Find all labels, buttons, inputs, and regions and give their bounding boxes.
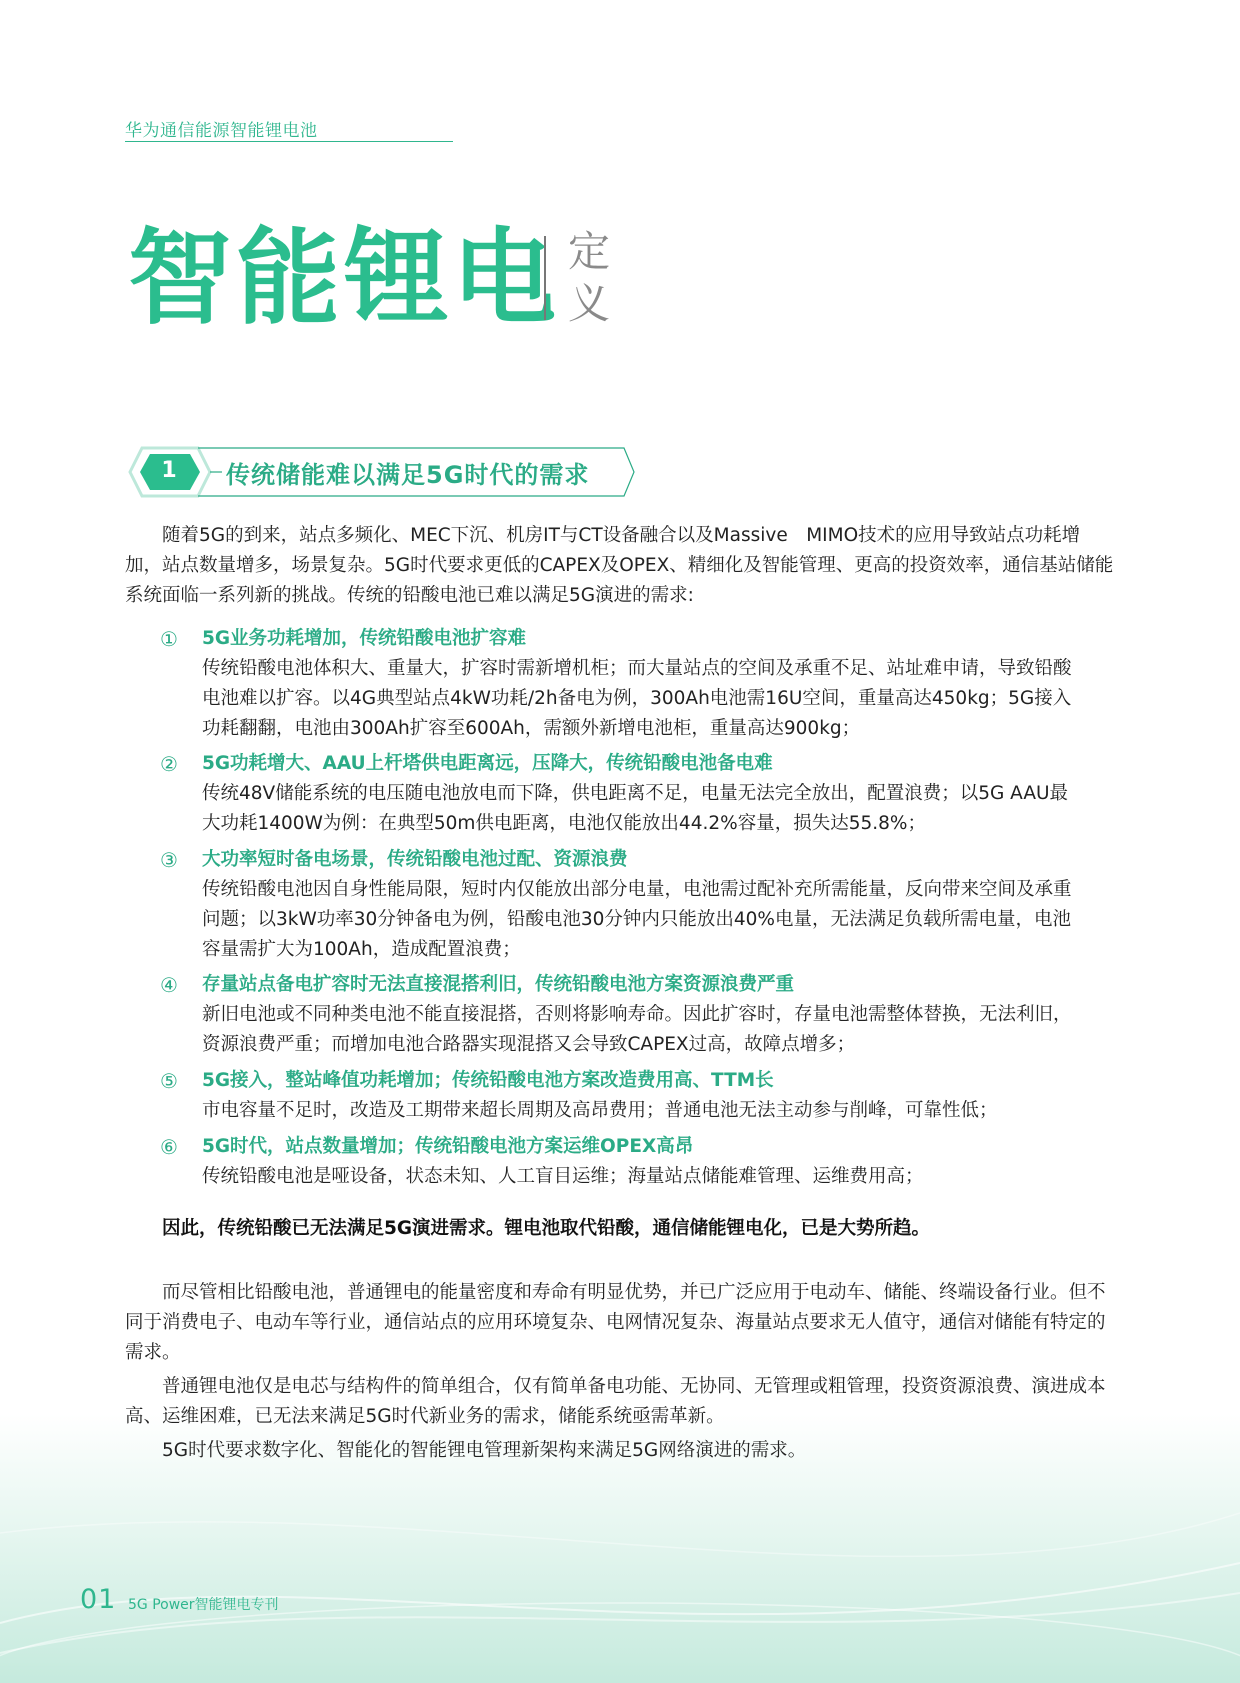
item-number: ② — [160, 752, 178, 776]
page-number: 01 — [80, 1584, 117, 1615]
body-paragraph: 而尽管相比铅酸电池，普通锂电的能量密度和寿命有明显优势，并已广泛应用于电动车、储能、终端设备行业。但不同于消费电子、电动车等行业，通信站点的应用环境复杂、电网情况复杂、海量站点要求无人值守，通信对储能有特定的需求。 — [125, 1282, 1106, 1363]
item-body: 传统48V储能系统的电压随电池放电而下降，供电距离不足，电量无法完全放出，配置浪费；以5G AAU最大功耗1400W为例：在典型50m供电距离，电池仅能放出44.2%容量，损失达55.8%； — [202, 783, 1069, 834]
item-title: 存量站点备电扩容时无法直接混搭利旧，传统铅酸电池方案资源浪费严重 — [202, 974, 795, 995]
list-item — [160, 749, 1090, 839]
item-body: 传统铅酸电池因自身性能局限，短时内仅能放出部分电量，电池需过配补充所需能量，反向带来空间及承重问题；以3kW功率30分钟备电为例，铅酸电池30分钟内只能放出40%电量，无法满足负载所需电量，电池容量需扩大为100Ah，造成配置浪费； — [202, 879, 1072, 960]
body-paragraph: 5G时代要求数字化、智能化的智能锂电管理新架构来满足5G网络演进的需求。 — [162, 1440, 807, 1461]
item-body: 传统铅酸电池体积大、重量大，扩容时需新增机柜；而大量站点的空间及承重不足、站址难申请，导致铅酸电池难以扩容。以4G典型站点4kW功耗/2h备电为例，300Ah电池需16U空间，重量高达450kg；5G接入功耗翻翻，电池由300Ah扩容至600Ah，需额外新增电池柜，重量高达900kg； — [202, 658, 1072, 739]
item-body: 市电容量不足时，改造及工期带来超长周期及高昂费用；普通电池无法主动参与削峰，可靠性低； — [202, 1100, 998, 1121]
intro-paragraph: 随着5G的到来，站点多频化、MEC下沉、机房IT与CT设备融合以及Massive MIMO技术的应用导致站点功耗增加，站点数量增多，场景复杂。5G时代要求更低的CAPEX及OPEX、精细化及智能管理、更高的投资效率，通信基站储能系统面临一系列新的挑战。传统的铅酸电池已难以满足5G演进的需求: — [125, 525, 1114, 606]
section-title: 传统储能难以满足5G时代的需求 — [226, 461, 590, 489]
list-item — [160, 1066, 1090, 1126]
title-suffix-char-1: 定 — [567, 227, 610, 276]
item-number: ⑤ — [160, 1069, 178, 1093]
item-title: 5G业务功耗增加，传统铅酸电池扩容难 — [202, 628, 527, 649]
title-divider — [544, 236, 546, 320]
list-item — [160, 1132, 1090, 1192]
list-item — [160, 845, 1090, 965]
item-title: 5G接入，整站峰值功耗增加；传统铅酸电池方案改造费用高、TTM长 — [202, 1070, 774, 1091]
item-number: ⑥ — [160, 1135, 178, 1159]
item-body: 新旧电池或不同种类电池不能直接混搭，否则将影响寿命。因此扩容时，存量电池需整体替换，无法利旧，资源浪费严重；而增加电池合路器实现混搭又会导致CAPEX过高，故障点增多； — [202, 1004, 1072, 1055]
list-item — [160, 624, 1090, 744]
item-title: 大功率短时备电场景，传统铅酸电池过配、资源浪费 — [202, 849, 628, 870]
item-number: ③ — [160, 848, 178, 872]
item-number: ① — [160, 627, 178, 651]
publication-name: 5G Power智能锂电专刊 — [128, 1597, 279, 1613]
item-title: 5G功耗增大、AAU上杆塔供电距离远，压降大，传统铅酸电池备电难 — [202, 753, 773, 774]
item-number: ④ — [160, 973, 178, 997]
title-suffix-char-2: 义 — [567, 279, 610, 328]
item-body: 传统铅酸电池是哑设备，状态未知、人工盲目运维；海量站点储能难管理、运维费用高； — [202, 1166, 924, 1187]
section-number: 1 — [161, 458, 177, 483]
body-paragraph: 普通锂电池仅是电芯与结构件的简单组合，仅有简单备电功能、无协同、无管理或粗管理，投资资源浪费、演进成本高、运维困难，已无法来满足5G时代新业务的需求，储能系统亟需革新。 — [125, 1376, 1106, 1427]
title-suffix — [565, 226, 613, 330]
item-title: 5G时代，站点数量增加；传统铅酸电池方案运维OPEX高昂 — [202, 1136, 694, 1157]
running-header-rule — [125, 141, 453, 142]
section-banner — [126, 444, 636, 500]
conclusion-statement: 因此，传统铅酸已无法满足5G演进需求。锂电池取代铅酸，通信储能锂电化，已是大势所趋。 — [162, 1218, 931, 1239]
running-header: 华为通信能源智能锂电池 — [125, 121, 318, 141]
page-title: 智能锂电 — [128, 217, 561, 339]
list-item — [160, 970, 1090, 1060]
